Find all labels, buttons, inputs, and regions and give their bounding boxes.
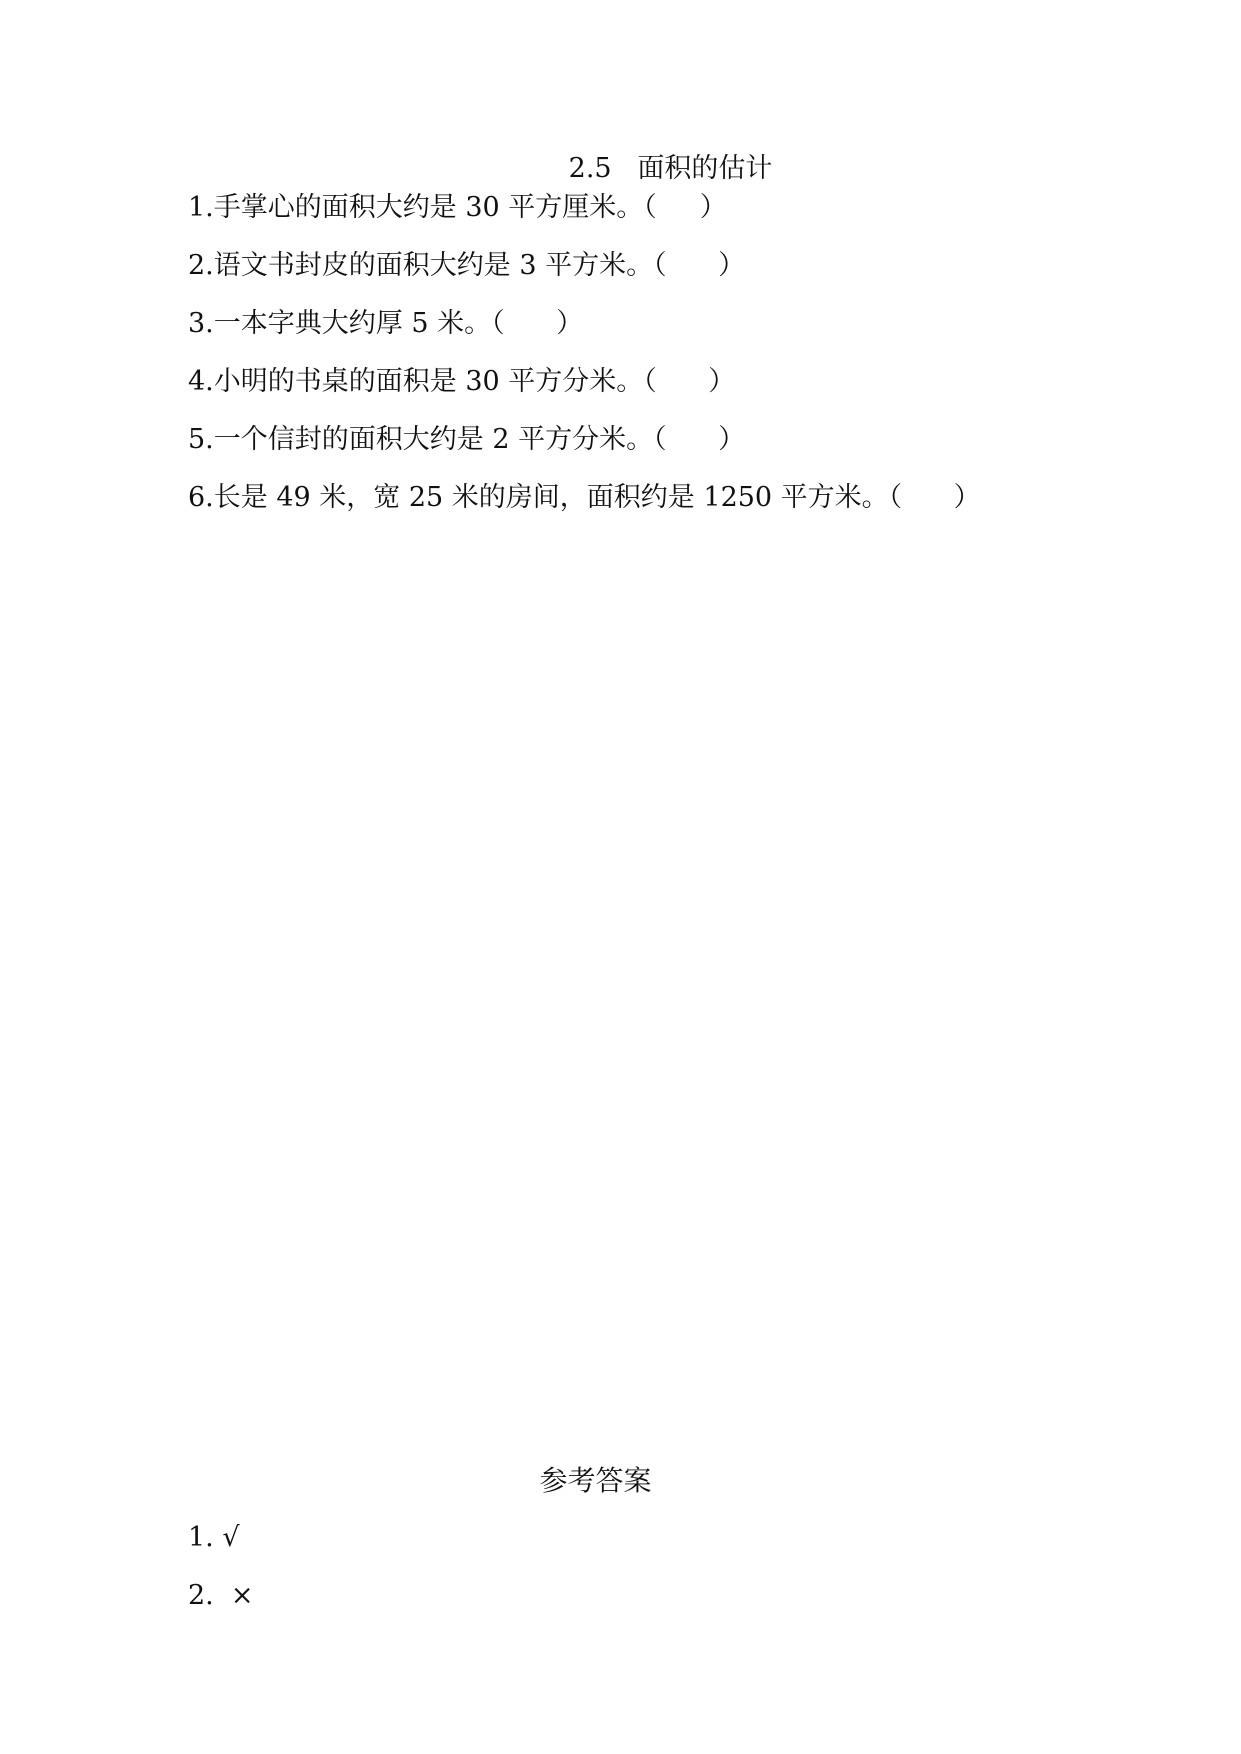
answer-heading: 参考答案 — [539, 1464, 652, 1497]
question-3: 3.一本字典大约厚 5 米。（ ） — [188, 308, 584, 339]
question-4: 4.小明的书桌的面积是 30 平方分米。（ ） — [188, 366, 736, 397]
question-2: 2.语文书封皮的面积大约是 3 平方米。（ ） — [188, 250, 746, 281]
answer-1: 1. √ — [188, 1522, 240, 1553]
page-title: 2.5 面积的估计 — [568, 153, 773, 184]
question-1: 1.手掌心的面积大约是 30 平方厘米。（ ） — [188, 192, 727, 223]
question-6: 6.长是 49 米，宽 25 米的房间，面积约是 1250 平方米。（ ） — [188, 482, 981, 513]
question-5: 5.一个信封的面积大约是 2 平方分米。（ ） — [188, 424, 746, 455]
answer-2: 2. × — [188, 1580, 254, 1611]
